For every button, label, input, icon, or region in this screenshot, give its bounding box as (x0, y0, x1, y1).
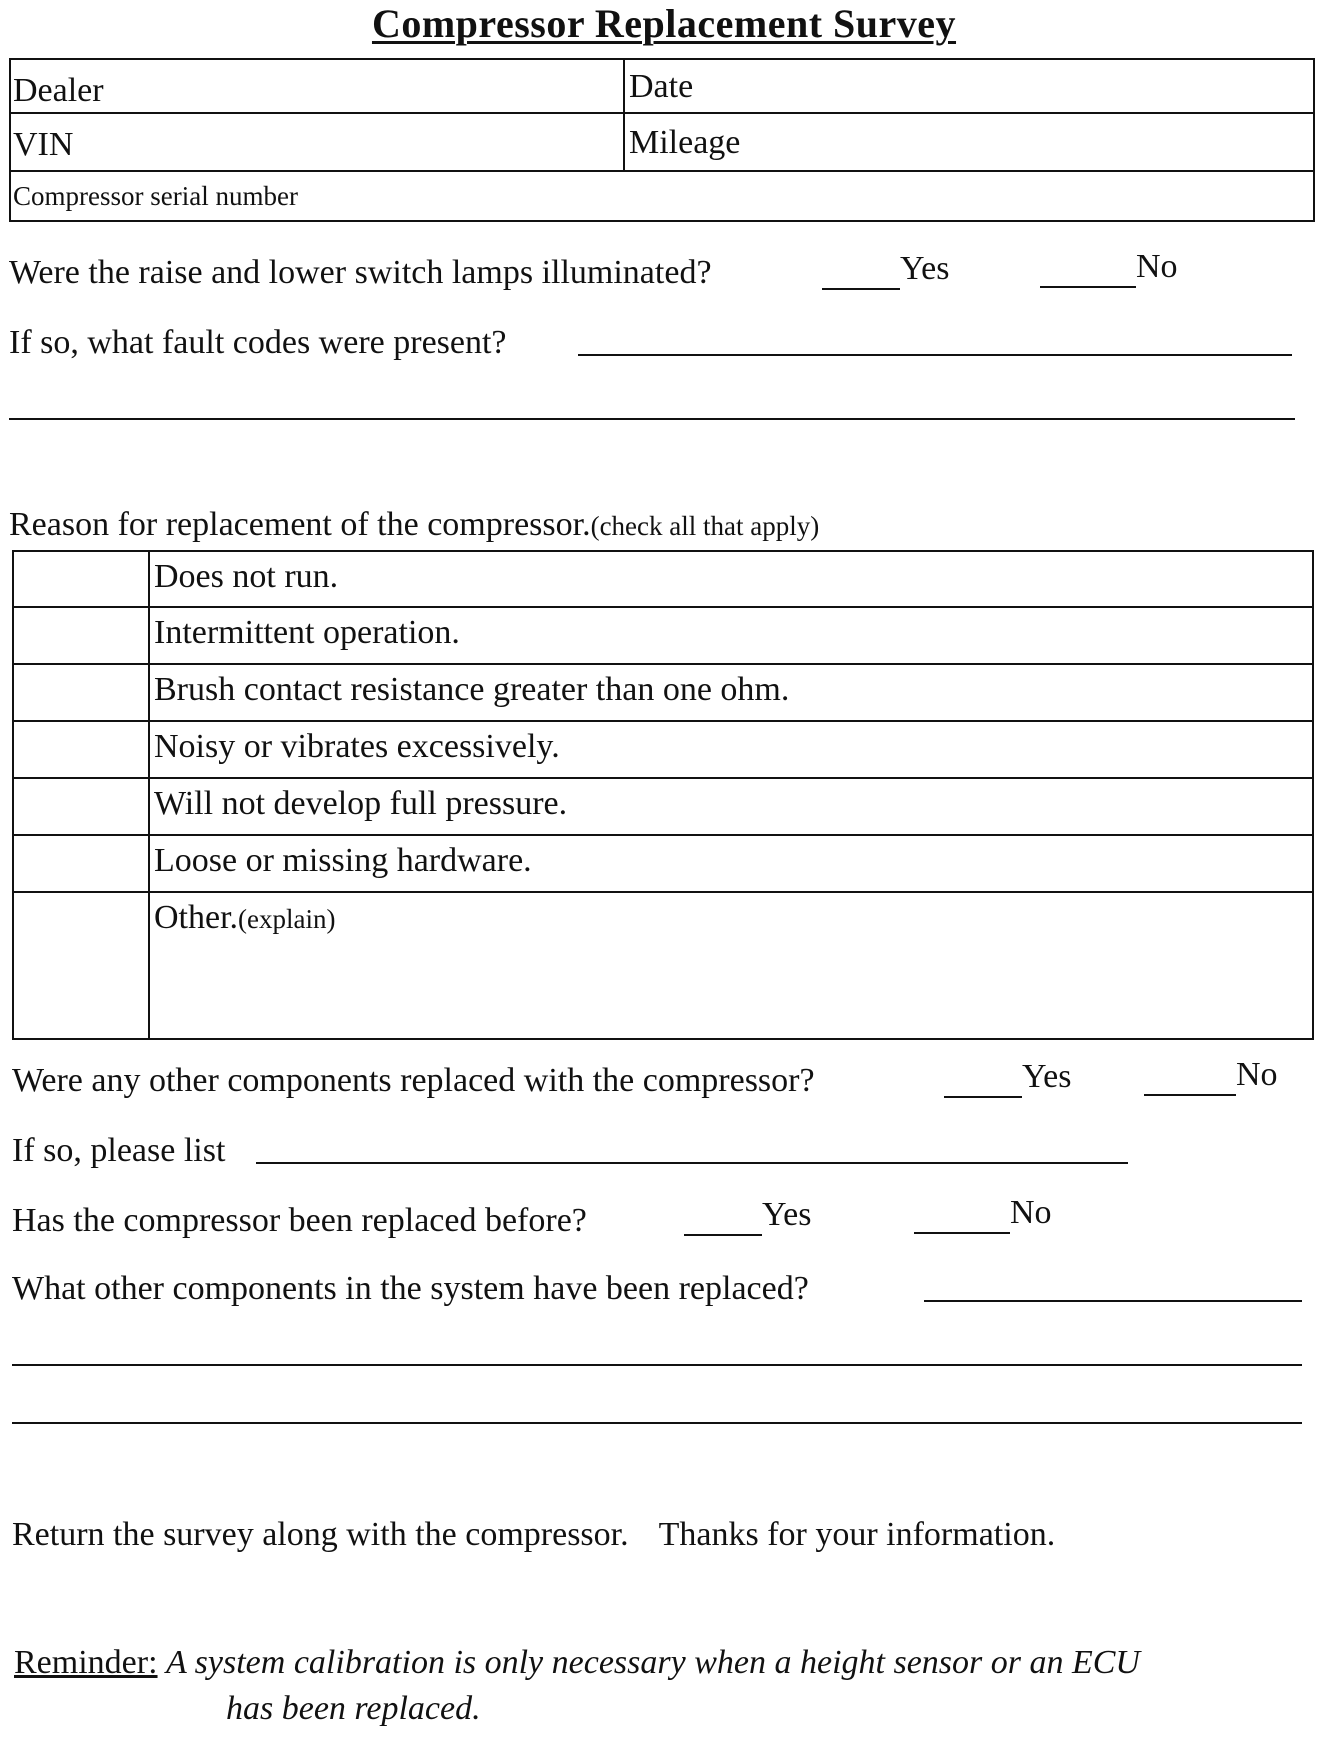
other-components-yes-label: Yes (1022, 1058, 1072, 1095)
reason-row (14, 608, 1312, 665)
other-components-yes-blank[interactable] (944, 1096, 1022, 1098)
date-field[interactable] (627, 70, 693, 104)
vin-field[interactable] (11, 128, 73, 162)
lamps-no-blank[interactable] (1040, 286, 1136, 288)
reason-row (14, 722, 1312, 779)
reminder-line-1: A system calibration is only necessary when a height sensor or an ECU (166, 1644, 1140, 1681)
reminder-label: Reminder: (14, 1644, 158, 1681)
other-components-no-blank[interactable] (1144, 1094, 1236, 1096)
thanks-text: Thanks for your information. (658, 1516, 1056, 1553)
reason-checkbox-other[interactable] (14, 893, 150, 1038)
reason-checkbox-intermittent[interactable] (14, 608, 150, 663)
mileage-label: Mileage (629, 124, 741, 161)
serial-label: Compressor serial number (13, 181, 298, 211)
reason-label: Brush contact resistance greater than one ohm. (154, 671, 790, 708)
lamps-question: Were the raise and lower switch lamps illuminated? (9, 254, 712, 291)
reason-checkbox-noisy[interactable] (14, 722, 150, 777)
reason-other-text: Other. (154, 899, 239, 936)
fault-codes-answer-line-1[interactable] (578, 354, 1292, 356)
please-list-question: If so, please list (12, 1132, 226, 1169)
system-components-answer-line-1[interactable] (924, 1300, 1302, 1302)
page-title: Compressor Replacement Survey (371, 1, 957, 46)
replaced-before-question: Has the compressor been replaced before? (12, 1202, 587, 1239)
header-info-table (9, 58, 1315, 222)
reason-checkbox-full-pressure[interactable] (14, 779, 150, 834)
mileage-field[interactable] (627, 126, 740, 160)
serial-field[interactable] (11, 183, 298, 210)
reason-checkbox-hardware[interactable] (14, 836, 150, 891)
reason-other-note: (explain) (238, 904, 336, 934)
replaced-before-no-label: No (1010, 1194, 1052, 1231)
reason-row (14, 836, 1312, 893)
reason-checkbox-does-not-run[interactable] (14, 552, 150, 606)
fault-codes-question: If so, what fault codes were present? (9, 324, 507, 361)
return-text: Return the survey along with the compressor. (12, 1516, 629, 1553)
reason-checkbox-brush-resistance[interactable] (14, 665, 150, 720)
replaced-before-no-blank[interactable] (914, 1232, 1010, 1234)
system-components-answer-line-2[interactable] (12, 1364, 1302, 1366)
reminder-line-2: has been replaced. (226, 1689, 481, 1727)
reason-row (14, 552, 1312, 608)
reasons-heading-text: Reason for replacement of the compressor. (9, 506, 591, 543)
reminder-note (14, 1640, 1140, 1732)
reason-other-label (154, 899, 336, 937)
reason-row (14, 779, 1312, 836)
reasons-heading-note: (check all that apply) (590, 511, 820, 541)
fault-codes-answer-line-2[interactable] (9, 418, 1295, 420)
dealer-field[interactable] (11, 74, 104, 108)
reason-label: Noisy or vibrates excessively. (154, 728, 560, 765)
vin-label: VIN (13, 126, 74, 163)
lamps-yes-blank[interactable] (822, 288, 900, 290)
reason-label: Will not develop full pressure. (154, 785, 568, 822)
please-list-answer-line[interactable] (256, 1162, 1128, 1164)
replaced-before-yes-label: Yes (762, 1196, 812, 1233)
other-components-question: Were any other components replaced with the compressor? (12, 1062, 815, 1099)
dealer-label: Dealer (13, 72, 104, 109)
lamps-no-label: No (1136, 248, 1178, 285)
system-components-question: What other components in the system have been replaced? (12, 1270, 809, 1307)
reason-label: Does not run. (154, 558, 339, 595)
replaced-before-yes-blank[interactable] (684, 1234, 762, 1236)
reasons-table (12, 550, 1314, 1040)
reasons-heading (9, 508, 819, 542)
other-components-no-label: No (1236, 1056, 1278, 1093)
reason-label: Intermittent operation. (154, 614, 460, 651)
reason-row-other (14, 893, 1312, 1038)
lamps-yes-label: Yes (900, 250, 950, 287)
reason-label: Loose or missing hardware. (154, 842, 532, 879)
date-label: Date (629, 68, 694, 105)
reason-row (14, 665, 1312, 722)
system-components-answer-line-3[interactable] (12, 1422, 1302, 1424)
return-instructions (12, 1518, 1055, 1552)
